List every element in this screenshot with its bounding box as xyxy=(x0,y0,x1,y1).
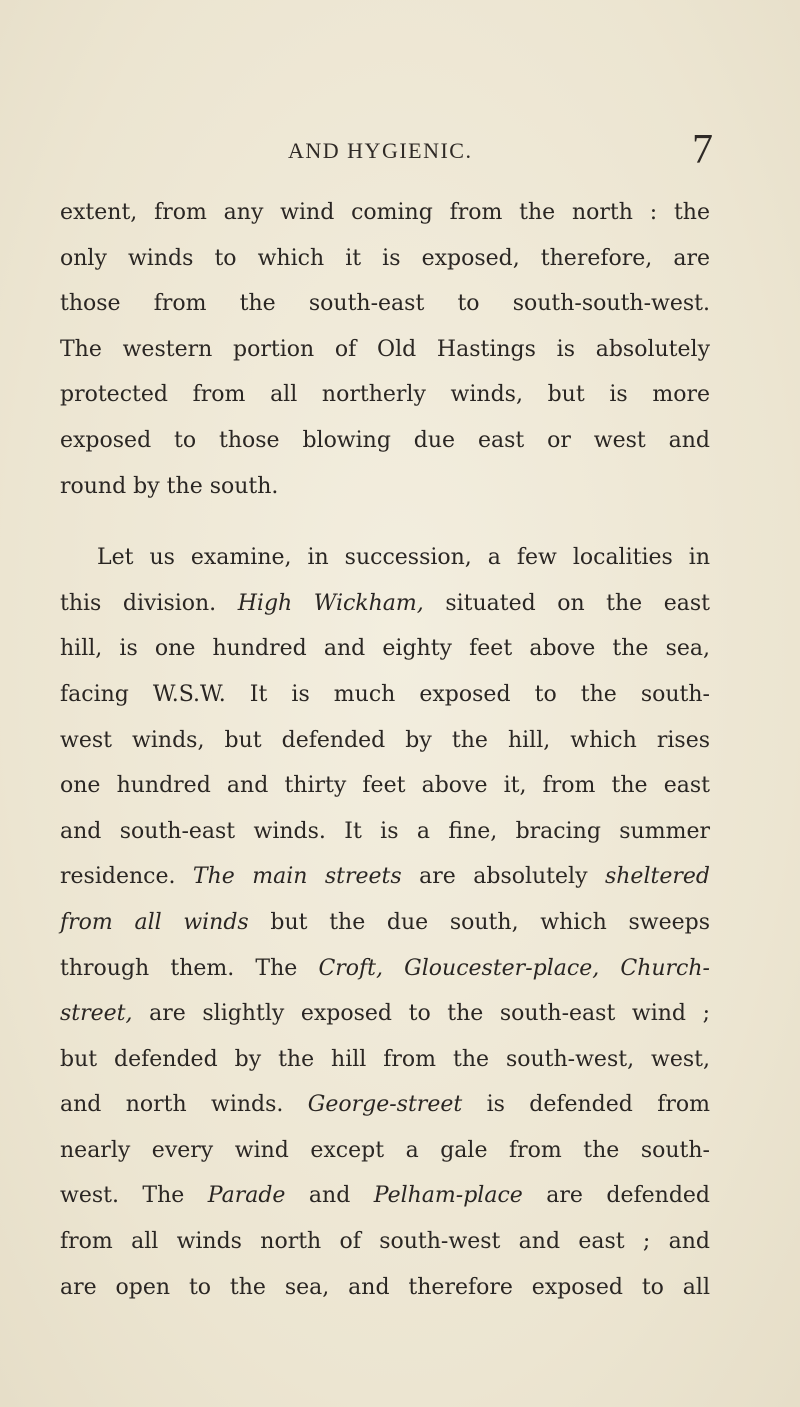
text-line xyxy=(60,991,710,1037)
text-run: are absolutely xyxy=(419,864,588,890)
text-line: west winds, but defended by the hill, which rises xyxy=(60,727,710,753)
text-line: exposed to those blowing due east or west and xyxy=(60,427,710,453)
text-line: nearly every wind except a gale from the south- xyxy=(60,1137,710,1163)
italic-run: Croft, Gloucester-place, Church- xyxy=(318,955,710,981)
text-line: one hundred and thirty feet above it, from the east xyxy=(60,773,710,799)
text-line: Let us examine, in succession, a few localities in xyxy=(97,545,710,571)
text-line: The western portion of Old Hastings is absolutely xyxy=(60,336,710,362)
text-run: and xyxy=(308,1183,351,1209)
text-line xyxy=(60,1173,710,1219)
text-line: those from the south-east to south-south-west. xyxy=(60,291,710,317)
text-line: only winds to which it is exposed, therefore, are xyxy=(60,245,710,271)
italic-run: Pelham-place xyxy=(373,1183,523,1209)
italic-run: from all winds xyxy=(60,909,249,935)
text-line: protected from all northerly winds, but is more xyxy=(60,382,710,408)
text-run: but the due south, which sweeps xyxy=(270,909,710,935)
paragraph-gap xyxy=(60,509,710,535)
text-line xyxy=(60,900,710,946)
text-run: and north winds. xyxy=(60,1092,284,1118)
running-head xyxy=(0,127,800,173)
page-number: 7 xyxy=(692,127,713,173)
text-line: facing W.S.W. It is much exposed to the south- xyxy=(60,681,710,707)
text-run: are defended xyxy=(546,1183,710,1209)
text-line xyxy=(60,581,710,627)
text-line: and south-east winds. It is a fine, bracing summer xyxy=(60,818,710,844)
text-run: this division. xyxy=(60,590,217,616)
italic-run: High Wickham, xyxy=(237,590,424,616)
italic-run: sheltered xyxy=(604,864,710,890)
italic-run: George-street xyxy=(307,1092,463,1118)
text-line: round by the south. xyxy=(60,473,279,499)
text-run: situated on the east xyxy=(445,590,710,616)
italic-run: The main streets xyxy=(192,864,402,890)
running-title: AND HYGIENIC. xyxy=(288,138,473,163)
text-line xyxy=(60,1082,710,1128)
text-run: are slightly exposed to the south-east wind ; xyxy=(149,1001,710,1027)
italic-run: Parade xyxy=(207,1183,286,1209)
text-line: but defended by the hill from the south-west, west, xyxy=(60,1046,710,1072)
text-line xyxy=(60,946,710,992)
text-line: hill, is one hundred and eighty feet above the sea, xyxy=(60,636,710,662)
text-run: residence. xyxy=(60,864,176,890)
text-line: are open to the sea, and therefore exposed to all xyxy=(60,1274,710,1300)
italic-run: street, xyxy=(60,1001,133,1027)
text-run: west. The xyxy=(60,1183,185,1209)
text-run: is defended from xyxy=(486,1092,710,1118)
text-line: from all winds north of south-west and east ; and xyxy=(60,1229,710,1255)
text-line: extent, from any wind coming from the north : the xyxy=(60,200,710,225)
body-text xyxy=(60,190,710,1310)
text-run: through them. The xyxy=(60,955,298,981)
text-line xyxy=(60,854,710,900)
